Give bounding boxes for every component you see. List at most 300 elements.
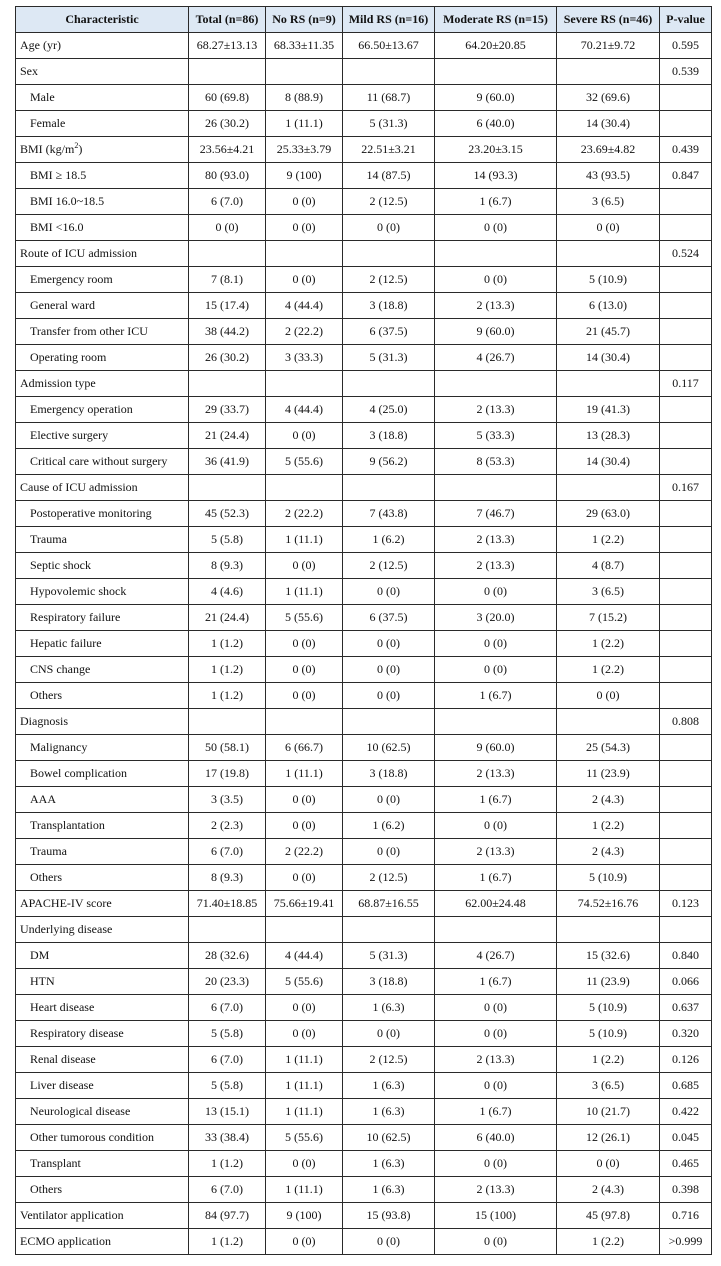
row-sublabel [16,865,189,891]
moderate-rs-cell: 6 (40.0) [435,111,557,137]
p-value-cell [660,293,712,319]
moderate-rs-cell: 7 (46.7) [435,501,557,527]
mild-rs-cell [343,475,435,501]
row-label-text: Respiratory failure [30,610,121,624]
column-header-characteristic: Characteristic [16,7,189,33]
row-label-superscript: 2 [74,141,79,150]
row-sublabel [16,995,189,1021]
moderate-rs-cell: 64.20±20.85 [435,33,557,59]
p-value-cell [660,501,712,527]
severe-rs-cell: 10 (21.7) [557,1099,660,1125]
total-cell: 23.56±4.21 [189,137,266,163]
p-value-cell [660,761,712,787]
no-rs-cell: 68.33±11.35 [266,33,343,59]
table-row [16,1021,712,1047]
row-sublabel [16,1125,189,1151]
table-row [16,371,712,397]
moderate-rs-cell: 9 (60.0) [435,85,557,111]
severe-rs-cell: 5 (10.9) [557,267,660,293]
severe-rs-cell: 1 (2.2) [557,631,660,657]
mild-rs-cell: 6 (37.5) [343,319,435,345]
mild-rs-cell: 0 (0) [343,1229,435,1255]
row-label-text: AAA [30,792,56,806]
column-header-moderate-rs: Moderate RS (n=15) [435,7,557,33]
table-row [16,787,712,813]
table-row [16,995,712,1021]
severe-rs-cell: 0 (0) [557,683,660,709]
mild-rs-cell: 22.51±3.21 [343,137,435,163]
p-value-cell [660,345,712,371]
moderate-rs-cell: 14 (93.3) [435,163,557,189]
moderate-rs-cell: 1 (6.7) [435,787,557,813]
p-value-cell: 0.847 [660,163,712,189]
mild-rs-cell: 2 (12.5) [343,267,435,293]
row-sublabel [16,501,189,527]
table-row [16,683,712,709]
moderate-rs-cell: 2 (13.3) [435,839,557,865]
mild-rs-cell: 2 (12.5) [343,553,435,579]
p-value-cell: 0.123 [660,891,712,917]
table-container [15,6,712,1255]
p-value-cell [660,423,712,449]
p-value-cell: 0.066 [660,969,712,995]
total-cell: 5 (5.8) [189,527,266,553]
table-row [16,917,712,943]
moderate-rs-cell: 62.00±24.48 [435,891,557,917]
row-label-text: Others [30,870,62,884]
row-label-text: BMI ≥ 18.5 [30,168,87,182]
p-value-cell: 0.439 [660,137,712,163]
severe-rs-cell: 6 (13.0) [557,293,660,319]
mild-rs-cell: 10 (62.5) [343,735,435,761]
mild-rs-cell: 0 (0) [343,631,435,657]
table-row [16,735,712,761]
mild-rs-cell: 2 (12.5) [343,1047,435,1073]
table-row [16,839,712,865]
total-cell: 4 (4.6) [189,579,266,605]
p-value-cell: 0.167 [660,475,712,501]
no-rs-cell: 1 (11.1) [266,761,343,787]
no-rs-cell: 0 (0) [266,215,343,241]
table-row [16,891,712,917]
moderate-rs-cell [435,709,557,735]
moderate-rs-cell: 1 (6.7) [435,189,557,215]
mild-rs-cell: 2 (12.5) [343,189,435,215]
mild-rs-cell: 1 (6.3) [343,1151,435,1177]
row-label-text: Emergency operation [30,402,133,416]
table-row [16,969,712,995]
total-cell: 1 (1.2) [189,631,266,657]
no-rs-cell: 0 (0) [266,631,343,657]
severe-rs-cell [557,241,660,267]
p-value-cell [660,865,712,891]
table-row [16,709,712,735]
moderate-rs-cell: 0 (0) [435,657,557,683]
severe-rs-cell [557,475,660,501]
no-rs-cell: 75.66±19.41 [266,891,343,917]
severe-rs-cell: 5 (10.9) [557,995,660,1021]
mild-rs-cell: 9 (56.2) [343,449,435,475]
row-sublabel [16,345,189,371]
severe-rs-cell: 4 (8.7) [557,553,660,579]
moderate-rs-cell: 6 (40.0) [435,1125,557,1151]
mild-rs-cell: 3 (18.8) [343,969,435,995]
no-rs-cell: 0 (0) [266,267,343,293]
table-row [16,1047,712,1073]
p-value-cell: 0.045 [660,1125,712,1151]
severe-rs-cell: 21 (45.7) [557,319,660,345]
no-rs-cell [266,241,343,267]
table-row [16,943,712,969]
moderate-rs-cell: 1 (6.7) [435,683,557,709]
moderate-rs-cell [435,371,557,397]
row-label-text: Operating room [30,350,107,364]
row-sublabel [16,1073,189,1099]
p-value-cell: 0.126 [660,1047,712,1073]
mild-rs-cell [343,241,435,267]
p-value-cell [660,683,712,709]
no-rs-cell [266,371,343,397]
row-sublabel [16,553,189,579]
severe-rs-cell: 29 (63.0) [557,501,660,527]
p-value-cell: 0.716 [660,1203,712,1229]
column-header-mild-rs: Mild RS (n=16) [343,7,435,33]
row-label-text: Diagnosis [20,714,68,728]
row-label [16,137,189,163]
no-rs-cell: 4 (44.4) [266,293,343,319]
severe-rs-cell: 1 (2.2) [557,527,660,553]
severe-rs-cell: 5 (10.9) [557,1021,660,1047]
total-cell [189,709,266,735]
p-value-cell [660,111,712,137]
mild-rs-cell: 0 (0) [343,657,435,683]
mild-rs-cell: 6 (37.5) [343,605,435,631]
severe-rs-cell: 7 (15.2) [557,605,660,631]
mild-rs-cell: 0 (0) [343,683,435,709]
row-label-text: BMI (kg/m [20,142,75,156]
no-rs-cell: 0 (0) [266,1021,343,1047]
severe-rs-cell: 1 (2.2) [557,1047,660,1073]
total-cell: 29 (33.7) [189,397,266,423]
moderate-rs-cell [435,475,557,501]
table-row [16,189,712,215]
no-rs-cell: 1 (11.1) [266,111,343,137]
total-cell: 5 (5.8) [189,1073,266,1099]
mild-rs-cell: 5 (31.3) [343,111,435,137]
moderate-rs-cell: 0 (0) [435,813,557,839]
moderate-rs-cell: 0 (0) [435,631,557,657]
mild-rs-cell: 5 (31.3) [343,943,435,969]
no-rs-cell: 1 (11.1) [266,1099,343,1125]
table-row [16,241,712,267]
p-value-cell [660,839,712,865]
severe-rs-cell: 1 (2.2) [557,657,660,683]
severe-rs-cell: 11 (23.9) [557,761,660,787]
row-label [16,59,189,85]
table-row [16,579,712,605]
total-cell: 20 (23.3) [189,969,266,995]
p-value-cell: 0.637 [660,995,712,1021]
row-label-text: Sex [20,64,38,78]
moderate-rs-cell: 2 (13.3) [435,527,557,553]
row-sublabel [16,605,189,631]
table-row [16,267,712,293]
total-cell: 38 (44.2) [189,319,266,345]
mild-rs-cell [343,709,435,735]
row-label-text: Admission type [20,376,96,390]
total-cell: 26 (30.2) [189,345,266,371]
mild-rs-cell: 66.50±13.67 [343,33,435,59]
row-label [16,241,189,267]
mild-rs-cell: 7 (43.8) [343,501,435,527]
severe-rs-cell: 1 (2.2) [557,813,660,839]
moderate-rs-cell: 0 (0) [435,267,557,293]
moderate-rs-cell: 3 (20.0) [435,605,557,631]
mild-rs-cell: 11 (68.7) [343,85,435,111]
p-value-cell: 0.465 [660,1151,712,1177]
severe-rs-cell: 74.52±16.76 [557,891,660,917]
total-cell: 6 (7.0) [189,839,266,865]
row-label [16,1229,189,1255]
severe-rs-cell: 43 (93.5) [557,163,660,189]
row-label-text: Female [30,116,66,130]
severe-rs-cell: 0 (0) [557,1151,660,1177]
row-label-text: Underlying disease [20,922,113,936]
p-value-cell [660,449,712,475]
row-sublabel [16,1021,189,1047]
no-rs-cell: 1 (11.1) [266,1177,343,1203]
total-cell: 50 (58.1) [189,735,266,761]
moderate-rs-cell: 4 (26.7) [435,345,557,371]
table-row [16,345,712,371]
row-sublabel [16,683,189,709]
severe-rs-cell: 1 (2.2) [557,1229,660,1255]
moderate-rs-cell: 2 (13.3) [435,553,557,579]
mild-rs-cell: 68.87±16.55 [343,891,435,917]
no-rs-cell: 9 (100) [266,163,343,189]
mild-rs-cell: 1 (6.2) [343,527,435,553]
moderate-rs-cell: 0 (0) [435,215,557,241]
moderate-rs-cell: 2 (13.3) [435,761,557,787]
severe-rs-cell: 25 (54.3) [557,735,660,761]
total-cell: 80 (93.0) [189,163,266,189]
column-header-p-value: P-value [660,7,712,33]
no-rs-cell: 0 (0) [266,1229,343,1255]
total-cell: 6 (7.0) [189,1047,266,1073]
severe-rs-cell: 15 (32.6) [557,943,660,969]
row-sublabel [16,657,189,683]
total-cell: 33 (38.4) [189,1125,266,1151]
row-sublabel [16,839,189,865]
p-value-cell: 0.685 [660,1073,712,1099]
row-label [16,891,189,917]
row-label-text: Hepatic failure [30,636,102,650]
row-label-text: CNS change [30,662,91,676]
column-header-severe-rs: Severe RS (n=46) [557,7,660,33]
row-sublabel [16,579,189,605]
severe-rs-cell [557,371,660,397]
moderate-rs-cell [435,241,557,267]
no-rs-cell: 0 (0) [266,657,343,683]
no-rs-cell: 3 (33.3) [266,345,343,371]
no-rs-cell: 0 (0) [266,787,343,813]
total-cell: 0 (0) [189,215,266,241]
row-sublabel [16,293,189,319]
no-rs-cell: 5 (55.6) [266,1125,343,1151]
moderate-rs-cell [435,917,557,943]
total-cell: 6 (7.0) [189,1177,266,1203]
severe-rs-cell: 14 (30.4) [557,111,660,137]
total-cell: 1 (1.2) [189,683,266,709]
table-row [16,761,712,787]
table-row [16,1229,712,1255]
row-sublabel [16,787,189,813]
table-row [16,1203,712,1229]
row-label-text: Liver disease [30,1078,94,1092]
p-value-cell [660,319,712,345]
total-cell: 21 (24.4) [189,423,266,449]
total-cell [189,59,266,85]
moderate-rs-cell: 2 (13.3) [435,1047,557,1073]
no-rs-cell: 9 (100) [266,1203,343,1229]
severe-rs-cell [557,59,660,85]
mild-rs-cell: 3 (18.8) [343,423,435,449]
p-value-cell [660,189,712,215]
row-sublabel [16,163,189,189]
severe-rs-cell: 11 (23.9) [557,969,660,995]
row-sublabel [16,761,189,787]
no-rs-cell: 0 (0) [266,865,343,891]
moderate-rs-cell: 1 (6.7) [435,969,557,995]
row-label [16,1203,189,1229]
row-label [16,709,189,735]
mild-rs-cell: 5 (31.3) [343,345,435,371]
table-row [16,657,712,683]
severe-rs-cell: 19 (41.3) [557,397,660,423]
total-cell: 3 (3.5) [189,787,266,813]
row-label-text: Route of ICU admission [20,246,137,260]
no-rs-cell: 5 (55.6) [266,969,343,995]
table-row [16,1073,712,1099]
moderate-rs-cell: 2 (13.3) [435,293,557,319]
row-sublabel [16,449,189,475]
row-sublabel [16,1177,189,1203]
severe-rs-cell: 12 (26.1) [557,1125,660,1151]
no-rs-cell: 0 (0) [266,813,343,839]
severe-rs-cell [557,709,660,735]
table-row [16,59,712,85]
mild-rs-cell [343,59,435,85]
row-label-text: Cause of ICU admission [20,480,138,494]
total-cell: 21 (24.4) [189,605,266,631]
mild-rs-cell: 0 (0) [343,215,435,241]
p-value-cell: 0.840 [660,943,712,969]
row-label-text: Other tumorous condition [30,1130,154,1144]
total-cell [189,371,266,397]
mild-rs-cell: 1 (6.3) [343,1073,435,1099]
table-body [16,33,712,1255]
row-sublabel [16,267,189,293]
no-rs-cell: 6 (66.7) [266,735,343,761]
row-label-text: Trauma [30,844,67,858]
table-row [16,1099,712,1125]
no-rs-cell: 1 (11.1) [266,579,343,605]
table-row [16,475,712,501]
total-cell: 8 (9.3) [189,865,266,891]
severe-rs-cell [557,917,660,943]
total-cell: 8 (9.3) [189,553,266,579]
table-row [16,85,712,111]
row-sublabel [16,85,189,111]
row-sublabel [16,215,189,241]
no-rs-cell: 2 (22.2) [266,319,343,345]
mild-rs-cell: 14 (87.5) [343,163,435,189]
total-cell: 7 (8.1) [189,267,266,293]
row-label-text: ECMO application [20,1234,111,1248]
severe-rs-cell: 0 (0) [557,215,660,241]
no-rs-cell: 0 (0) [266,683,343,709]
patient-characteristics-table [15,6,712,1255]
moderate-rs-cell: 0 (0) [435,1229,557,1255]
row-label-text: Renal disease [30,1052,96,1066]
table-row [16,293,712,319]
row-label-text: Neurological disease [30,1104,131,1118]
table-row [16,215,712,241]
total-cell [189,917,266,943]
no-rs-cell: 0 (0) [266,423,343,449]
p-value-cell [660,215,712,241]
p-value-cell: 0.422 [660,1099,712,1125]
row-label-text: Critical care without surgery [30,454,168,468]
table-row [16,605,712,631]
severe-rs-cell: 14 (30.4) [557,345,660,371]
severe-rs-cell: 23.69±4.82 [557,137,660,163]
moderate-rs-cell: 9 (60.0) [435,319,557,345]
row-label-text: APACHE-IV score [20,896,112,910]
no-rs-cell: 0 (0) [266,553,343,579]
moderate-rs-cell [435,59,557,85]
severe-rs-cell: 3 (6.5) [557,189,660,215]
severe-rs-cell: 3 (6.5) [557,1073,660,1099]
p-value-cell: 0.117 [660,371,712,397]
mild-rs-cell: 10 (62.5) [343,1125,435,1151]
table-row [16,553,712,579]
table-row [16,137,712,163]
row-label-text: Others [30,688,62,702]
total-cell: 36 (41.9) [189,449,266,475]
row-label-text: Bowel complication [30,766,127,780]
table-row [16,163,712,189]
no-rs-cell [266,475,343,501]
row-label [16,917,189,943]
mild-rs-cell: 3 (18.8) [343,293,435,319]
moderate-rs-cell: 0 (0) [435,579,557,605]
p-value-cell: 0.320 [660,1021,712,1047]
moderate-rs-cell: 0 (0) [435,995,557,1021]
p-value-cell: 0.595 [660,33,712,59]
no-rs-cell: 5 (55.6) [266,449,343,475]
row-label-text: Trauma [30,532,67,546]
row-label-text: Heart disease [30,1000,95,1014]
mild-rs-cell [343,371,435,397]
table-row [16,865,712,891]
row-label-text: Malignancy [30,740,88,754]
total-cell: 2 (2.3) [189,813,266,839]
row-label [16,371,189,397]
p-value-cell [660,553,712,579]
row-label-text: HTN [30,974,55,988]
row-sublabel [16,1047,189,1073]
